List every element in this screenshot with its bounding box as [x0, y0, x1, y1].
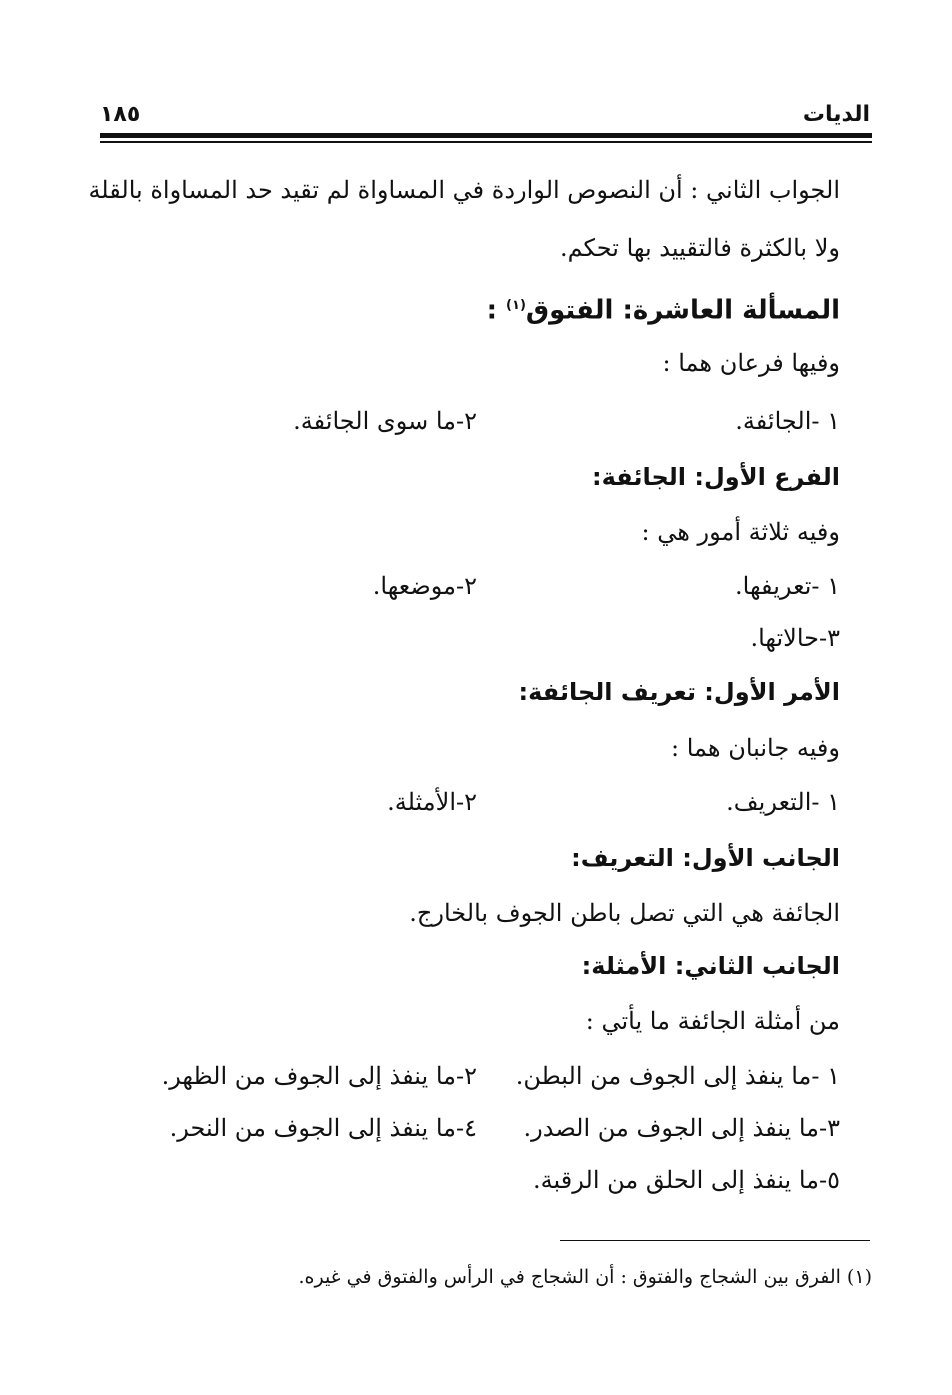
aspect-item-1: ١ -التعريف.	[726, 788, 840, 816]
aspects-intro: وفيه جانبان هما :	[671, 734, 840, 762]
aspect1-heading: الجانب الأول: التعريف:	[571, 844, 840, 872]
footnote-ref[interactable]: (١)	[506, 298, 526, 313]
branch1-heading: الفرع الأول: الجائفة:	[592, 463, 840, 491]
paragraph-line-1: الجواب الثاني : أن النصوص الواردة في المساواة لم تقيد حد المساواة بالقلة	[88, 176, 840, 204]
aspect-item-2: ٢-الأمثلة.	[387, 788, 477, 816]
branches-intro: وفيها فرعان هما :	[662, 349, 840, 377]
matter1-heading: الأمر الأول: تعريف الجائفة:	[518, 678, 840, 706]
header-rule-thick	[100, 133, 872, 138]
footnote-separator	[560, 1240, 870, 1241]
example-item-3: ٣-ما ينفذ إلى الجوف من الصدر.	[523, 1114, 840, 1142]
example-item-1: ١ -ما ينفذ إلى الجوف من البطن.	[515, 1062, 840, 1090]
example-item-4: ٤-ما ينفذ إلى الجوف من النحر.	[169, 1114, 477, 1142]
issue-heading-colon: :	[486, 295, 507, 326]
example-item-5: ٥-ما ينفذ إلى الحلق من الرقبة.	[533, 1166, 840, 1194]
issue-heading-text: المسألة العاشرة: الفتوق	[525, 295, 840, 326]
matter-item-3: ٣-حالاتها.	[750, 624, 840, 652]
definition-text: الجائفة هي التي تصل باطن الجوف بالخارج.	[409, 899, 840, 927]
matter-item-1: ١ -تعريفها.	[735, 572, 840, 600]
branch-item-2: ٢-ما سوى الجائفة.	[293, 407, 477, 435]
examples-intro: من أمثلة الجائفة ما يأتي :	[585, 1007, 840, 1035]
matter-item-2: ٢-موضعها.	[372, 572, 477, 600]
matters-intro: وفيه ثلاثة أمور هي :	[641, 518, 840, 546]
running-title: الديات	[802, 102, 870, 127]
aspect2-heading: الجانب الثاني: الأمثلة:	[581, 952, 840, 980]
header-rule-thin	[100, 141, 872, 143]
branch-item-1: ١ -الجائفة.	[735, 407, 840, 435]
footnote-text: (١) الفرق بين الشجاج والفتوق : أن الشجاج في الرأس والفتوق في غيره.	[298, 1266, 872, 1288]
page-number: ١٨٥	[100, 102, 141, 127]
example-item-2: ٢-ما ينفذ إلى الجوف من الظهر.	[161, 1062, 477, 1090]
paragraph-line-2: ولا بالكثرة فالتقييد بها تحكم.	[559, 234, 840, 262]
issue-heading	[487, 288, 840, 329]
